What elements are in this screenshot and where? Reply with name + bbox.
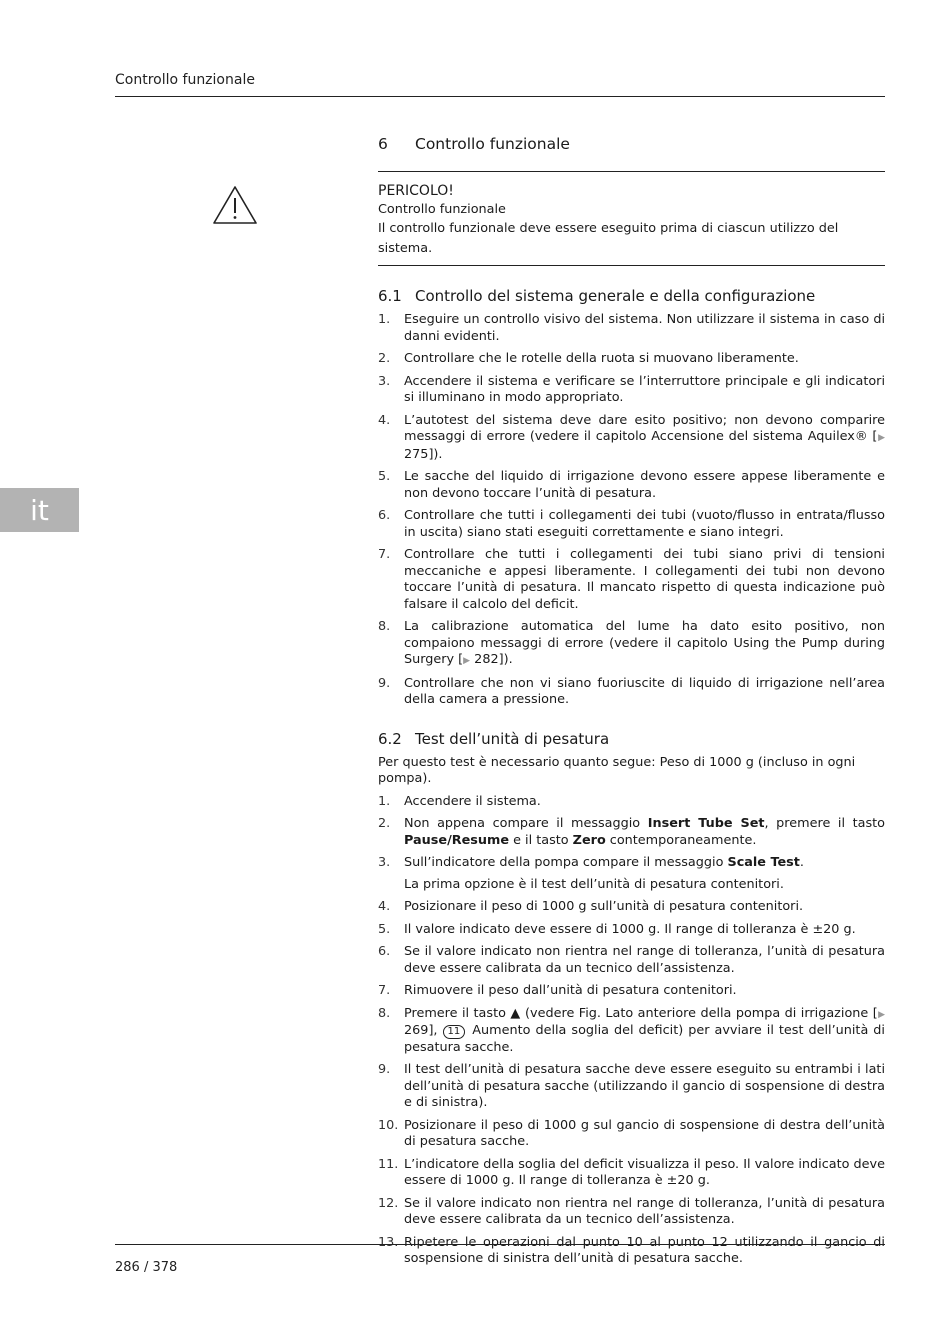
list-item: 3. Sull’indicatore della pompa compare il messaggio Scale Test. <box>378 855 804 870</box>
list-item: 8. Premere il tasto ▲ (vedere Fig. Lato anteriore della pompa di irrigazione [▶ 269], 11 Aumento della soglia del deficit) per avviare il test dell’unità di pesatura sacche. <box>378 1005 886 1055</box>
running-header: Controllo funzionale <box>115 72 255 88</box>
section-title: Test dell’unità di pesatura <box>415 729 610 748</box>
warning-triangle-icon <box>213 186 257 224</box>
section-title: Controllo del sistema generale e della configurazione <box>415 287 816 305</box>
callout-number: 11 <box>443 1025 466 1039</box>
page-number: 286 / 378 <box>115 1260 178 1275</box>
list-item: 10. Posizionare il peso di 1000 g sul gancio di sospensione di destra dell’unità di pesatura sacche. <box>378 1117 885 1149</box>
language-tab: it <box>0 488 79 532</box>
danger-text: Il controllo funzionale deve essere eseguito prima di ciascun utilizzo del sistema. <box>378 221 839 256</box>
page-ref-icon: ▶ <box>877 1009 886 1020</box>
list-item: 11. L’indicatore della soglia del deficit visualizza il peso. Il valore indicato deve essere di 1000 g. Il range di tolleranza è ±20 g. <box>378 1156 885 1188</box>
page-ref-link[interactable]: 269 <box>404 1023 429 1038</box>
list-item: 3. Accendere il sistema e verificare se l’interruttore principale e gli indicatori si illuminano in modo appropriato. <box>378 373 885 405</box>
footer-rule <box>115 1244 885 1245</box>
list-item: 9. Il test dell’unità di pesatura sacche deve essere eseguito su entrambi i lati dell’unità di pesatura sacche (utilizzando il gancio di sospensione di destra e di sinistra). <box>378 1062 885 1110</box>
list-item: 6. Se il valore indicato non rientra nel range di tolleranza, l’unità di pesatura deve essere calibrata da un tecnico dell’assistenza. <box>378 944 885 976</box>
list-item: 12. Se il valore indicato non rientra nel range di tolleranza, l’unità di pesatura deve essere calibrata da un tecnico dell’assistenza. <box>378 1195 885 1227</box>
list-item: 2. Controllare che le rotelle della ruota si muovano liberamente. <box>378 351 799 366</box>
danger-notice <box>378 171 885 266</box>
danger-subtitle: Controllo funzionale <box>378 202 506 217</box>
steps-list <box>378 899 885 1268</box>
steps-list <box>378 794 885 872</box>
page-ref-icon: ▶ <box>463 656 471 666</box>
chapter-number: 6 <box>378 135 388 153</box>
page-ref-icon: ▶ <box>877 433 886 443</box>
list-item: 1. Eseguire un controllo visivo del sistema. Non utilizzare il sistema in caso di danni evidenti. <box>378 312 885 344</box>
section-number: 6.2 <box>378 729 402 748</box>
section-number: 6.1 <box>378 287 402 305</box>
list-item: 6. Controllare che tutti i collegamenti dei tubi (vuoto/flusso in entrata/flusso in uscita) siano stati eseguiti correttamente e siano integri. <box>378 508 885 540</box>
list-item: 1. Accendere il sistema. <box>378 793 541 809</box>
list-item: 7. Rimuovere il peso dall’unità di pesatura contenitori. <box>378 983 737 998</box>
section-intro: Per questo test è necessario quanto segue: Peso di 1000 g (incluso in ogni pompa). <box>378 754 856 786</box>
list-item: 4. Posizionare il peso di 1000 g sull’unità di pesatura contenitori. <box>378 899 804 914</box>
list-item: 8. La calibrazione automatica del lume ha dato esito positivo, non compaiono messaggi di errore (vedere il capitolo Using the Pump during Surgery [▶ 282]). <box>378 619 885 667</box>
section-heading <box>378 286 885 306</box>
list-item: 5. Il valore indicato deve essere di 1000 g. Il range di tolleranza è ±20 g. <box>378 921 856 937</box>
step-note: La prima opzione è il test dell’unità di pesatura contenitori. <box>404 876 784 892</box>
list-item: 9. Controllare che non vi siano fuoriuscite di liquido di irrigazione nell’area della camera a pressione. <box>378 675 885 707</box>
chapter-heading <box>378 134 885 154</box>
list-item: 4. L’autotest del sistema deve dare esito positivo; non devono comparire messaggi di errore (vedere il capitolo Accensione del sistema Aquilex® [▶ 275]). <box>378 412 886 462</box>
main-content <box>378 134 885 1274</box>
chapter-title: Controllo funzionale <box>415 135 570 153</box>
section-heading <box>378 729 885 749</box>
list-item: 7. Controllare che tutti i collegamenti dei tubi siano privi di tensioni meccaniche e appesi liberamente. I collegamenti dei tubi non devono toccare l’unità di pesatura. Il mancato rispetto di questa indicazione può falsare il calcolo del deficit. <box>378 547 885 612</box>
list-item: 2. Non appena compare il messaggio Insert Tube Set, premere il tasto Pause/Resume e il tasto Zero contemporaneamente. <box>378 816 885 848</box>
list-item: 5. Le sacche del liquido di irrigazione devono essere appese liberamente e non devono toccare l’unità di pesatura. <box>378 469 885 501</box>
danger-title: PERICOLO! <box>378 183 454 199</box>
page-ref-link[interactable]: 282 <box>474 652 499 667</box>
list-item: 13. Ripetere le operazioni dal punto 10 al punto 12 utilizzando il gancio di sospensione di sinistra dell’unità di pesatura sacche. <box>378 1234 885 1266</box>
steps-list <box>378 312 885 709</box>
page-ref-link[interactable]: 275 <box>404 446 429 462</box>
header-rule <box>115 96 885 97</box>
